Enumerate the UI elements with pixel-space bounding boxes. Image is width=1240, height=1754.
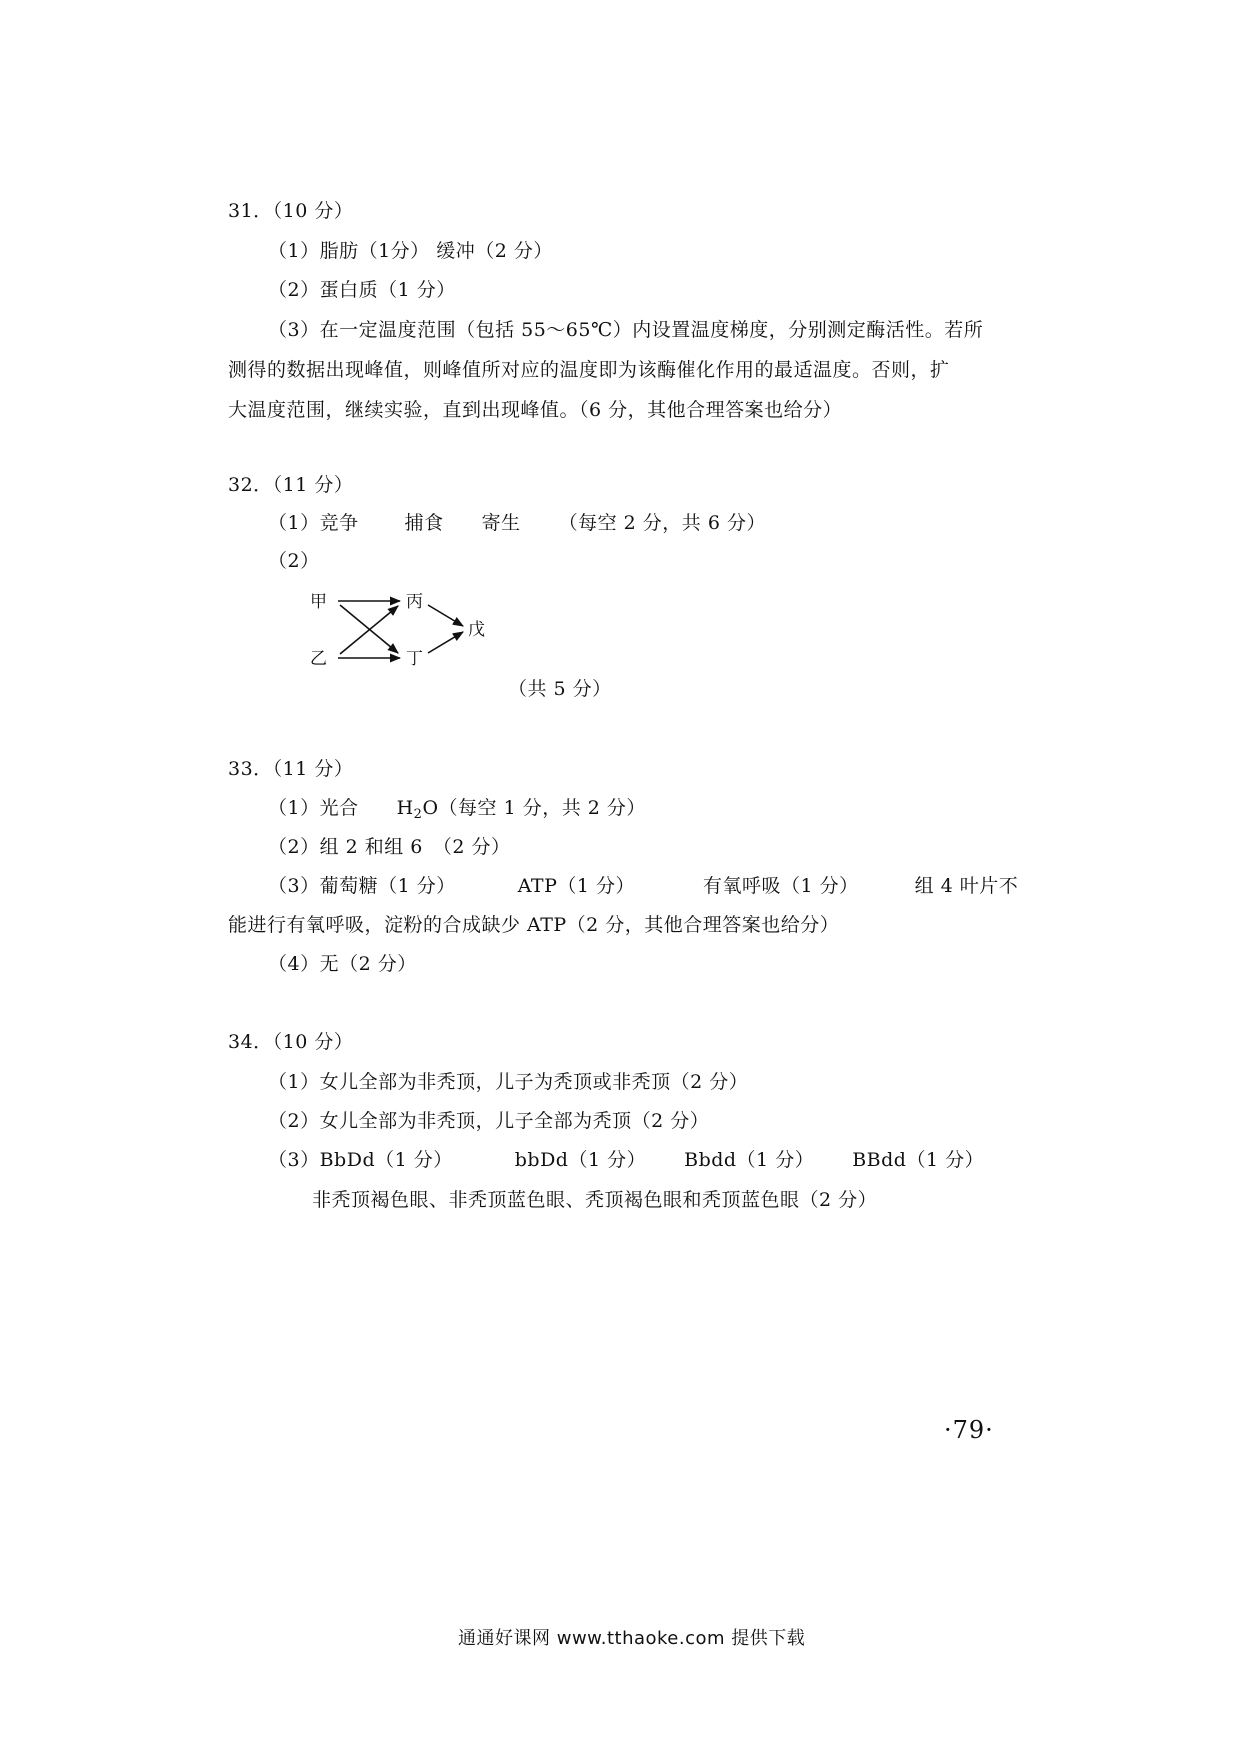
q33-answer-aerobic: 有氧呼吸（1 分） — [703, 875, 859, 897]
water-formula-subscript: 2 — [413, 807, 423, 822]
q33-answer-group4: 组 4 叶片不 — [914, 875, 1019, 897]
water-formula-h: H — [396, 797, 414, 819]
node-yi: 乙 — [310, 649, 327, 669]
q32-answer-parasitism: 寄生 — [481, 512, 521, 534]
genotype-bbdd-1: （3）BbDd（1 分） — [268, 1149, 453, 1171]
q32-answer-competition: 竞争 — [319, 512, 359, 534]
q31-answer-1: （1）脂肪（1分） 缓冲（2 分） — [268, 240, 553, 262]
q32-answer-1 — [268, 510, 766, 536]
genotype-bbdd-4: BBdd（1 分） — [852, 1149, 985, 1171]
q34-answer-3-phenotypes: 非秃顶褐色眼、非秃顶蓝色眼、秃顶褐色眼和秃顶蓝色眼（2 分） — [312, 1189, 878, 1211]
q33-answer-1 — [268, 795, 646, 824]
node-jia: 甲 — [310, 592, 327, 612]
q33-answer-1-prefix: （1）光合 — [268, 797, 359, 819]
q32-answer-2: （2） — [268, 550, 320, 572]
q33-answer-2: （2）组 2 和组 6 （2 分） — [268, 836, 511, 858]
q33-header: 33．（11 分） — [228, 758, 354, 780]
q34-answer-2: （2）女儿全部为非秃顶，儿子全部为秃顶（2 分） — [268, 1110, 710, 1132]
q31-header: 31．（10 分） — [228, 200, 354, 222]
q33-answer-1-rest: O（每空 1 分，共 2 分） — [422, 797, 646, 819]
arrow-bing-wu — [428, 605, 463, 626]
node-bing: 丙 — [406, 592, 423, 612]
genotype-bbdd-2: bbDd（1 分） — [514, 1149, 647, 1171]
q33-answer-atp: ATP（1 分） — [517, 875, 635, 897]
q32-answer-1-note: （每空 2 分，共 6 分） — [558, 512, 766, 534]
node-ding: 丁 — [406, 649, 423, 669]
q32-answer-predation: 捕食 — [404, 512, 444, 534]
q34-answer-3 — [268, 1147, 984, 1173]
footer-source: 通通好课网 www.tthaoke.com 提供下载 — [458, 1628, 806, 1649]
q31-answer-2: （2）蛋白质（1 分） — [268, 279, 456, 301]
q33-answer-glucose: （3）葡萄糖（1 分） — [268, 875, 456, 897]
q31-answer-3-line2: 测得的数据出现峰值，则峰值所对应的温度即为该酶催化作用的最适温度。否则，扩 — [228, 359, 950, 381]
genotype-bbdd-3: Bbdd（1 分） — [684, 1149, 815, 1171]
q33-answer-4: （4）无（2 分） — [268, 953, 417, 975]
node-wu: 戊 — [468, 620, 485, 640]
q32-header: 32．（11 分） — [228, 474, 354, 496]
page-number: ·79· — [944, 1416, 994, 1444]
q34-header: 34．（10 分） — [228, 1031, 354, 1053]
q31-answer-3-line1: （3）在一定温度范围（包括 55～65℃）内设置温度梯度，分别测定酶活性。若所 — [268, 319, 984, 341]
q32-score: （共 5 分） — [508, 678, 612, 700]
food-web-diagram — [300, 585, 500, 675]
q33-answer-3-line2: 能进行有氧呼吸，淀粉的合成缺少 ATP（2 分，其他合理答案也给分） — [228, 914, 840, 936]
q34-answer-1: （1）女儿全部为非秃顶，儿子为秃顶或非秃顶（2 分） — [268, 1071, 749, 1093]
q33-answer-3-line1 — [268, 873, 1018, 899]
q32-answer-1-prefix: （1） — [268, 512, 320, 534]
q31-answer-3-line3: 大温度范围，继续实验，直到出现峰值。（6 分，其他合理答案也给分） — [228, 399, 843, 421]
arrow-ding-wu — [428, 632, 463, 653]
